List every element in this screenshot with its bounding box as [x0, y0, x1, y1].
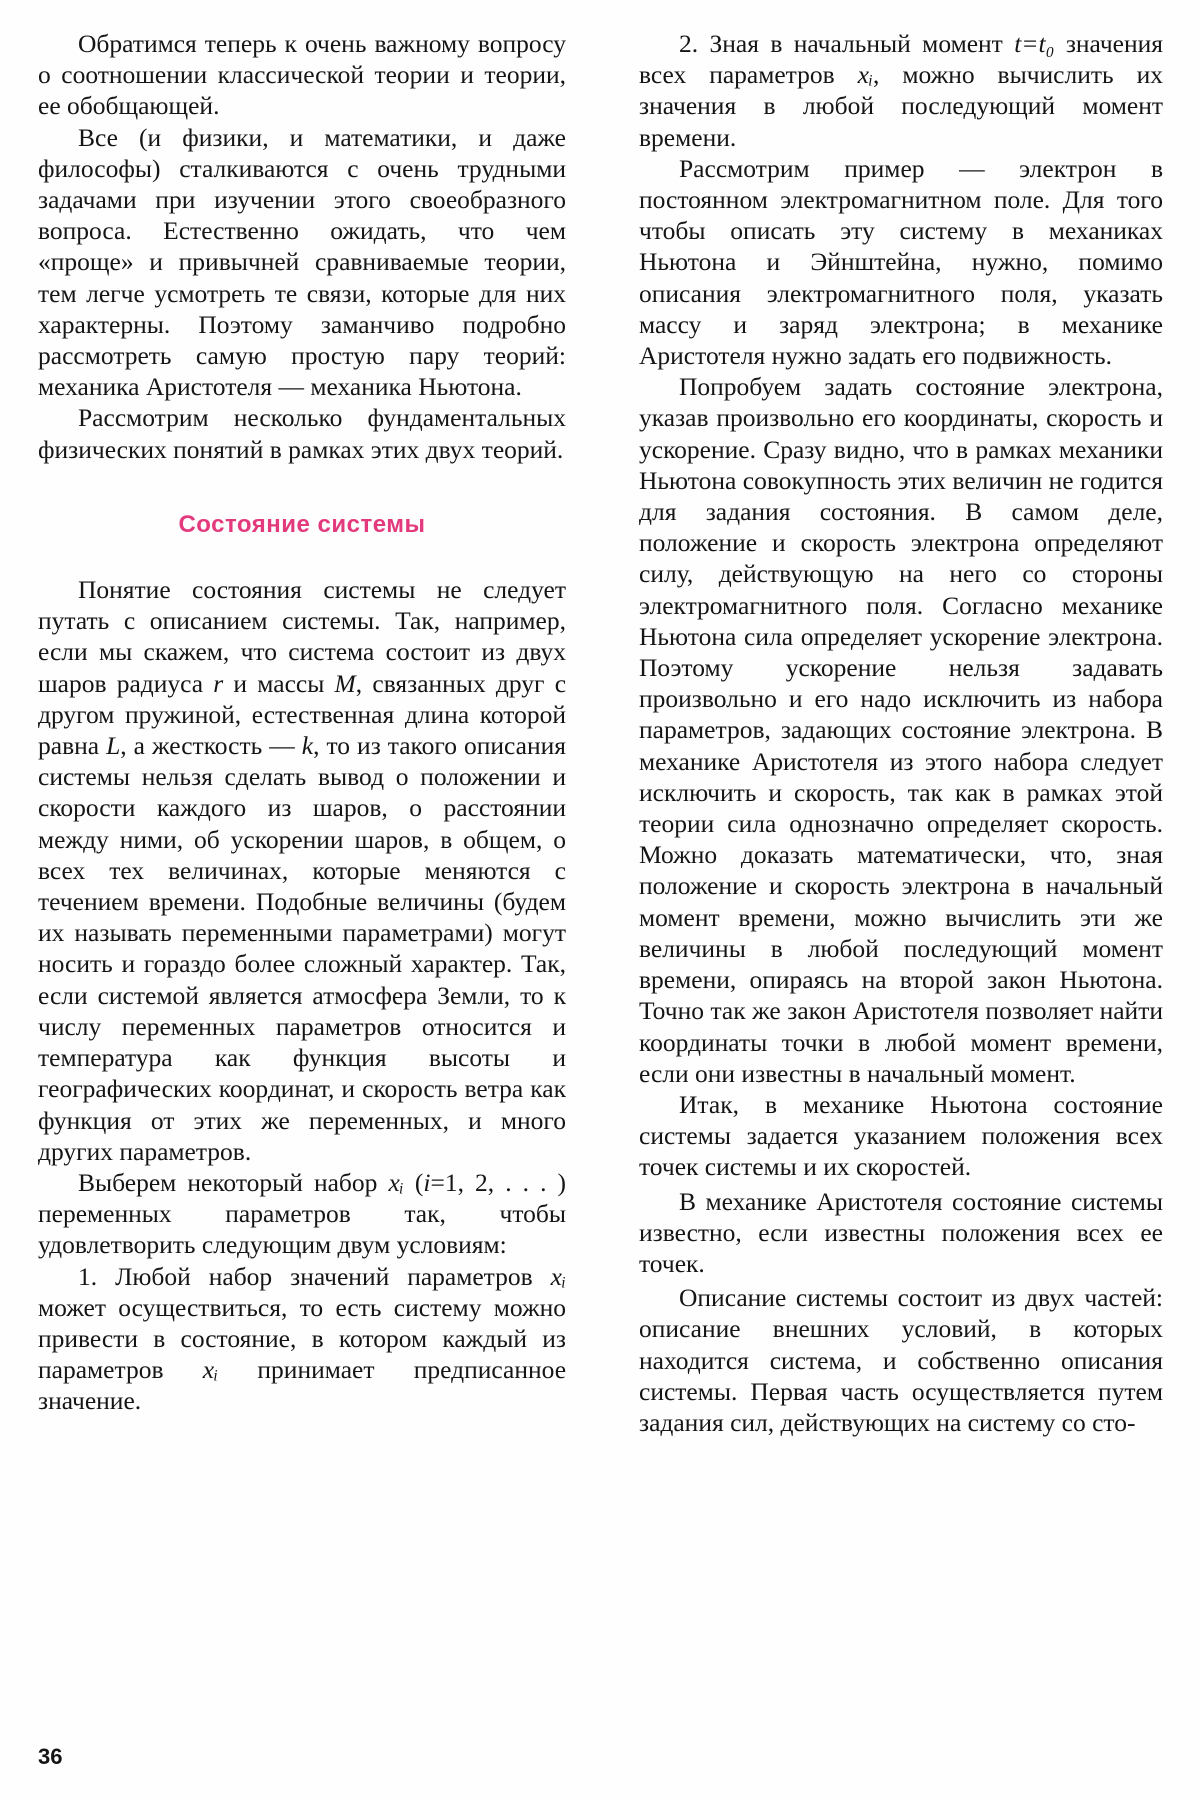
paragraph-newton-state: Итак, в механике Ньютона состояние системы задается указанием положения всех точек системы и их скоростей. [639, 1089, 1163, 1182]
paragraph-classical-theory: Обратимся теперь к очень важному вопросу о соотношении классической теории и теории, ее обобщающей. [38, 29, 566, 121]
var-M: M [334, 668, 356, 698]
var-xi: xᵢ [550, 1261, 566, 1291]
paragraph-fundamental-concepts: Рассмотрим несколько фундаментальных физических понятий в рамках этих двух теорий. [38, 403, 566, 464]
paragraph-condition-1: 1. Любой набор значений параметров xᵢ может осуществиться, то есть систему можно привести в состояние, в котором каждый из параметров xᵢ принимает предписанное значение. [38, 1261, 567, 1416]
paragraph-state-vs-description: Понятие состояния системы не следует путать с описанием системы. Так, например, если мы скажем, что система состоит из двух шаров радиуса r и массы M, связанных друг с другом пружиной, естественная длина которой равна L, а жесткость — k, то из такого описания системы нельзя сделать вывод о положении и скорости каждого из шаров, о расстоянии между ними, об ускорении шаров, в общем, о всех тех величинах, которые меняются с течением времени. Подобные величины (будем их называть переменными параметрами) могут носить и гораздо более сложный характер. Так, если системой является атмосфера Земли, то к числу переменных параметров относится и температура как функция высоты и географических координат, и скорость ветра как функция от этих же переменных, и много других параметров. [38, 575, 567, 1166]
paragraph-choose-parameters: Выберем некоторый набор xᵢ (i=1, 2, . . . ) переменных параметров так, чтобы удовлетворить следующим двум условиям: [38, 1167, 566, 1260]
var-L: L [106, 731, 121, 761]
var-xi: xᵢ [202, 1355, 219, 1385]
paragraph-condition-2: 2. Зная в начальный момент t=t₀ значения всех параметров xᵢ, можно вычислить их значения в любой последующий момент времени. [639, 29, 1163, 152]
paragraph-aristotle-state: В механике Аристотеля состояние системы известно, если известны положения всех ее точек. [639, 1186, 1163, 1278]
var-k: k [301, 731, 314, 761]
left-column [38, 28, 566, 1417]
paragraph-electron-example: Рассмотрим пример — электрон в постоянном электромагнитном поле. Для того чтобы описать эту систему в механиках Ньютона и Эйнштейна, нужно, помимо описания электромагнитного поля, указать массу и заряд электрона; в механике Аристотеля нужно задать его подвижность. [639, 153, 1163, 371]
var-t: t=t₀ [1014, 29, 1055, 58]
right-column [639, 28, 1163, 1438]
paragraph-system-description: Описание системы состоит из двух частей: описание внешних условий, в которых находится система, и собственно описания системы. Первая часть осуществляется путем задания сил, действующих на систему со сто- [639, 1283, 1163, 1437]
paragraph-electron-state: Попробуем задать состояние электрона, указав произвольно его координаты, скорость и ускорение. Сразу видно, что в рамках механики Ньютона совокупность этих величин не годится для задания состояния. В самом деле, положение и скорость электрона определяют силу, действующую на него со стороны электромагнитного поля. Согласно механике Ньютона сила определяет ускорение электрона. Поэтому ускорение нельзя задавать произвольно и его надо исключить из набора параметров, задающих состояние электрона. В механике Аристотеля из этого набора следует исключить и скорость, так как в рамках этой теории сила однозначно определяет скорость. Можно доказать математически, что, зная положение и скорость электрона в начальный момент времени, можно вычислить эти же величины в любой последующий момент времени, опираясь на второй закон Ньютона. Точно так же закон Аристотеля позволяет найти координаты точки в любой момент времени, если они известны в начальный момент. [639, 372, 1163, 1088]
var-xi: xᵢ [857, 60, 873, 90]
section-heading: Состояние системы [178, 510, 426, 538]
page-number: 36 [38, 1744, 63, 1769]
var-i: i [423, 1167, 431, 1197]
var-r: r [213, 668, 224, 698]
var-xi: xᵢ [388, 1167, 404, 1197]
paragraph-difficult-problems: Все (и физики, и математики, и даже философы) сталкиваются с очень трудными задачами при изучении этого своеобразного вопроса. Естественно ожидать, что чем «проще» и привычней сравниваемые теории, тем легче усмотреть те связи, которые для них характерны. Поэтому заманчиво подробно рассмотреть самую простую пару теорий: механика Аристотеля — механика Ньютона. [38, 122, 566, 402]
